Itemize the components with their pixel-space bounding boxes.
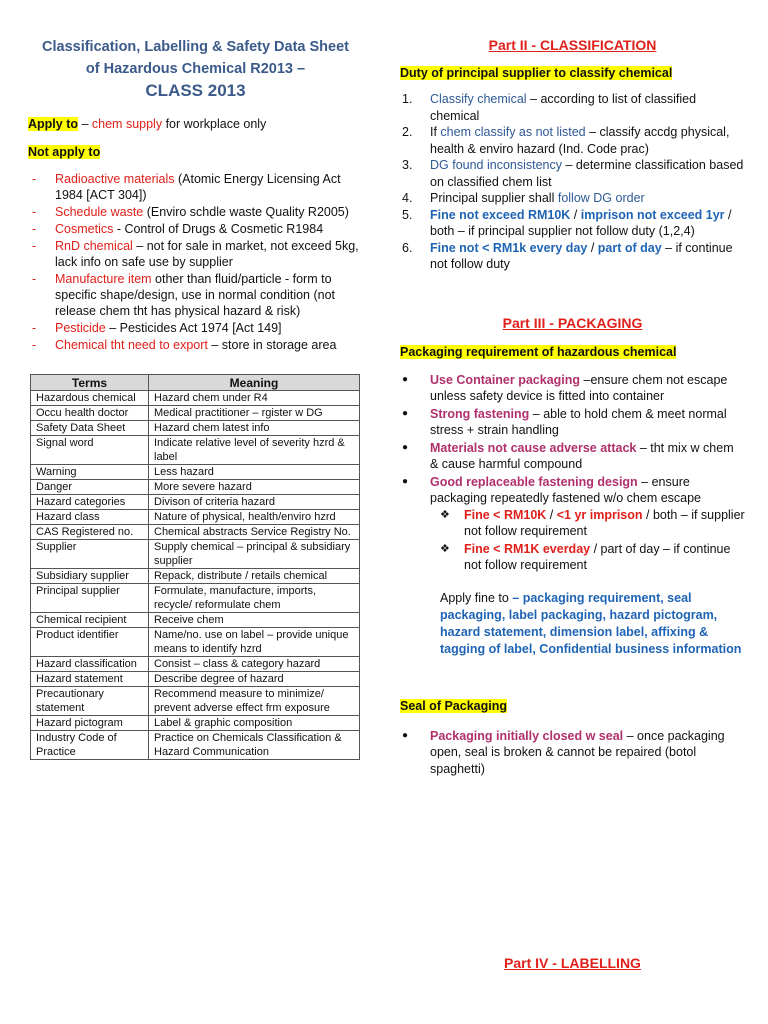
table-row: [31, 510, 360, 525]
table-row: [31, 421, 360, 436]
apply-item: chem supply: [91, 117, 163, 131]
part4-heading: Part IV - LABELLING: [504, 955, 641, 971]
item-key: Chemical tht need to export: [55, 338, 208, 352]
meaning-cell: Recommend measure to minimize/ prevent adverse effect frm exposure: [149, 687, 360, 716]
header-terms: Terms: [31, 375, 149, 391]
item-key: Radioactive materials: [55, 172, 175, 186]
meaning-cell: Consist – class & category hazard: [149, 657, 360, 672]
item-text: – Pesticides Act 1974 [Act 149]: [105, 321, 282, 335]
left-column: [28, 0, 363, 760]
item-key: Manufacture item: [55, 272, 152, 286]
not-apply-heading: [28, 144, 363, 160]
part3-heading: Part III - PACKAGING: [502, 314, 643, 331]
item-key-2: <1 yr imprison: [556, 507, 643, 522]
part2-heading: Part II - CLASSIFICATION: [488, 37, 657, 53]
item-key: follow DG order: [557, 191, 645, 205]
term-cell: CAS Registered no.: [31, 525, 149, 540]
title-line-1: Classification, Labelling & Safety Data Sheet: [42, 39, 349, 55]
table-row: [31, 687, 360, 716]
term-cell: Precautionary statement: [31, 687, 149, 716]
item-number: 3.: [402, 158, 413, 172]
meaning-cell: Less hazard: [149, 465, 360, 480]
item-text: other than fluid/particle - form to specific shape/design, use in normal condition (not release chem tht has physical hazard & risk): [55, 272, 336, 318]
bullet-icon: ●: [402, 373, 409, 385]
term-cell: Industry Code of Practice: [31, 731, 149, 760]
part2-subheading: [400, 65, 745, 81]
meaning-cell: Label & graphic composition: [149, 716, 360, 731]
list-item: [28, 271, 363, 319]
not-apply-list: [28, 171, 363, 353]
item-text: – if continue not follow duty: [430, 240, 733, 271]
terms-table: [30, 374, 360, 760]
item-text: (Enviro schdle waste Quality R2005): [143, 205, 349, 219]
item-text: / part of day – if continue not follow requirement: [464, 541, 731, 572]
table-header-row: [31, 375, 360, 391]
title-line-3: CLASS 2013: [145, 81, 246, 100]
meaning-cell: Practice on Chemicals Classification & Hazard Communication: [149, 731, 360, 760]
term-cell: Subsidiary supplier: [31, 569, 149, 584]
list-item: [400, 207, 745, 240]
item-key: Materials not cause adverse attack: [430, 440, 637, 455]
item-sep: /: [570, 207, 581, 222]
item-key: Strong fastening: [430, 406, 530, 421]
diamond-bullet-icon: ❖: [440, 542, 450, 555]
item-text: – determine classification based on classified chem list: [430, 158, 744, 189]
item-number: 4.: [402, 191, 413, 205]
meaning-cell: Hazard chem latest info: [149, 421, 360, 436]
table-row: [31, 657, 360, 672]
list-item: [430, 541, 745, 574]
term-cell: Hazard class: [31, 510, 149, 525]
item-text: / both – if supplier not follow requirement: [464, 507, 745, 538]
not-apply-label: Not apply to: [28, 145, 101, 159]
list-item: [400, 372, 745, 405]
list-item: [28, 221, 363, 237]
seal-heading-label: Seal of Packaging: [400, 698, 507, 713]
item-key: RnD chemical: [55, 239, 133, 253]
item-key: Use Container packaging: [430, 372, 581, 387]
table-row: [31, 436, 360, 465]
item-text: – not for sale in market, not exceed 5kg, lack info on safe use by supplier: [55, 239, 359, 269]
list-item: [400, 157, 745, 190]
meaning-cell: Repack, distribute / retails chemical: [149, 569, 360, 584]
meaning-cell: More severe hazard: [149, 480, 360, 495]
meaning-cell: Describe degree of hazard: [149, 672, 360, 687]
apply-to-line: [28, 116, 363, 132]
item-key: Fine not < RM1k every day: [430, 240, 588, 255]
item-key: Fine < RM1K everday: [464, 541, 591, 556]
seal-heading: [400, 698, 745, 714]
apply-sep: –: [78, 117, 92, 131]
item-text: both – if principal supplier not follow duty (1,2,4): [430, 224, 695, 238]
item-key: Cosmetics: [55, 222, 114, 236]
item-key: DG found inconsistency: [430, 158, 563, 172]
item-sep: /: [546, 507, 557, 522]
table-row: [31, 584, 360, 613]
fine-sublist: [430, 507, 745, 574]
meaning-cell: Chemical abstracts Service Registry No.: [149, 525, 360, 540]
item-text: – store in storage area: [207, 338, 337, 352]
list-item: [400, 190, 745, 207]
bullet-icon: ●: [402, 475, 409, 487]
table-row: [31, 716, 360, 731]
seal-list: [400, 728, 745, 778]
document-title: [28, 36, 363, 102]
table-row: [31, 731, 360, 760]
table-row: [31, 613, 360, 628]
table-row: [31, 525, 360, 540]
table-row: [31, 569, 360, 584]
term-cell: Warning: [31, 465, 149, 480]
item-text: – once packaging open, seal is broken & cannot be repaired (botol spaghetti): [430, 728, 725, 776]
apply-fine-paragraph: [440, 590, 745, 658]
term-cell: Danger: [31, 480, 149, 495]
list-item: [400, 406, 745, 439]
table-row: [31, 628, 360, 657]
item-number: 5.: [402, 207, 413, 222]
list-item: [400, 124, 745, 157]
item-text: – according to list of classified chemical: [430, 92, 697, 123]
item-text: (Atomic Energy Licensing Act 1984 [ACT 304]): [55, 172, 341, 202]
terms-table-body: [31, 391, 360, 760]
term-cell: Hazard classification: [31, 657, 149, 672]
term-cell: Hazardous chemical: [31, 391, 149, 406]
item-text: – classify accdg physical, health & enviro hazard (Ind. Code prac): [430, 125, 730, 156]
term-cell: Safety Data Sheet: [31, 421, 149, 436]
table-row: [31, 465, 360, 480]
table-row: [31, 540, 360, 569]
item-prefix: If: [430, 125, 441, 139]
bullet-icon: ●: [402, 441, 409, 453]
item-text: – ensure packaging repeatedly fastened w/o chem escape: [430, 474, 702, 505]
meaning-cell: Indicate relative level of severity hzrd & label: [149, 436, 360, 465]
packaging-list: [400, 372, 745, 574]
term-cell: Hazard categories: [31, 495, 149, 510]
term-cell: Supplier: [31, 540, 149, 569]
meaning-cell: Receive chem: [149, 613, 360, 628]
part3-sub-label: Packaging requirement of hazardous chemical: [400, 344, 677, 359]
table-row: [31, 406, 360, 421]
item-key: Good replaceable fastening design: [430, 474, 638, 489]
item-prefix: Principal supplier shall: [430, 191, 558, 205]
term-cell: Chemical recipient: [31, 613, 149, 628]
bullet-icon: ●: [402, 729, 409, 741]
meaning-cell: Hazard chem under R4: [149, 391, 360, 406]
table-row: [31, 495, 360, 510]
item-key: Schedule waste: [55, 205, 144, 219]
classification-list: [400, 91, 745, 273]
term-cell: Hazard pictogram: [31, 716, 149, 731]
meaning-cell: Medical practitioner – rgister w DG: [149, 406, 360, 421]
list-item: [28, 337, 363, 353]
item-key: Packaging initially closed w seal: [430, 728, 624, 743]
apply-rest: for workplace only: [162, 117, 267, 131]
term-cell: Hazard statement: [31, 672, 149, 687]
meaning-cell: Divison of criteria hazard: [149, 495, 360, 510]
table-row: [31, 391, 360, 406]
item-key: chem classify as not listed: [440, 125, 586, 139]
term-cell: Occu health doctor: [31, 406, 149, 421]
term-cell: Product identifier: [31, 628, 149, 657]
list-item: [28, 238, 363, 270]
item-number: 6.: [402, 240, 413, 255]
meaning-cell: Formulate, manufacture, imports, recycle/ reformulate chem: [149, 584, 360, 613]
right-column: [400, 0, 745, 971]
item-key: Pesticide: [55, 321, 106, 335]
term-cell: Signal word: [31, 436, 149, 465]
apply-fine-list: – packaging requirement, seal packaging, label packaging, hazard pictogram, hazard statement, dimension label, affixing & tagging of label, Confidential business information: [440, 590, 742, 656]
meaning-cell: Name/no. use on label – provide unique means to identify hzrd: [149, 628, 360, 657]
list-item: [400, 240, 745, 273]
term-cell: Principal supplier: [31, 584, 149, 613]
apply-fine-label: Apply fine to: [440, 590, 509, 605]
table-row: [31, 480, 360, 495]
bullet-icon: ●: [402, 407, 409, 419]
item-number: 1.: [402, 92, 413, 106]
meaning-cell: Nature of physical, health/enviro hzrd: [149, 510, 360, 525]
list-item: [430, 507, 745, 540]
part3-subheading: [400, 344, 745, 360]
list-item: [28, 320, 363, 336]
item-key: Fine < RM10K: [464, 507, 547, 522]
item-number: 2.: [402, 125, 413, 139]
list-item: [28, 171, 363, 203]
item-key-2: part of day: [597, 240, 662, 255]
item-text: - Control of Drugs & Cosmetic R1984: [113, 222, 324, 236]
item-key-2: imprison not exceed 1yr: [580, 207, 725, 222]
title-line-2: of Hazardous Chemical R2013 –: [85, 61, 306, 77]
item-text: – tht mix w chem & cause harmful compound: [430, 440, 734, 471]
header-meaning: Meaning: [149, 375, 360, 391]
item-text: –ensure chem not escape unless safety device is fitted into container: [430, 372, 728, 403]
list-item: [28, 204, 363, 220]
meaning-cell: Supply chemical – principal & subsidiary supplier: [149, 540, 360, 569]
part2-sub-label: Duty of principal supplier to classify chemical: [400, 66, 673, 80]
list-item: [400, 728, 745, 778]
list-item: [400, 440, 745, 473]
item-sep: /: [587, 240, 598, 255]
apply-to-label: Apply to: [28, 117, 78, 131]
list-item: [400, 474, 745, 574]
list-item: [400, 91, 745, 124]
item-sep-2: /: [724, 207, 732, 222]
table-row: [31, 672, 360, 687]
item-key: Classify chemical: [430, 92, 527, 106]
diamond-bullet-icon: ❖: [440, 508, 450, 521]
item-key: Fine not exceed RM10K: [430, 207, 571, 222]
item-text: – able to hold chem & meet normal stress + strain handling: [430, 406, 727, 437]
